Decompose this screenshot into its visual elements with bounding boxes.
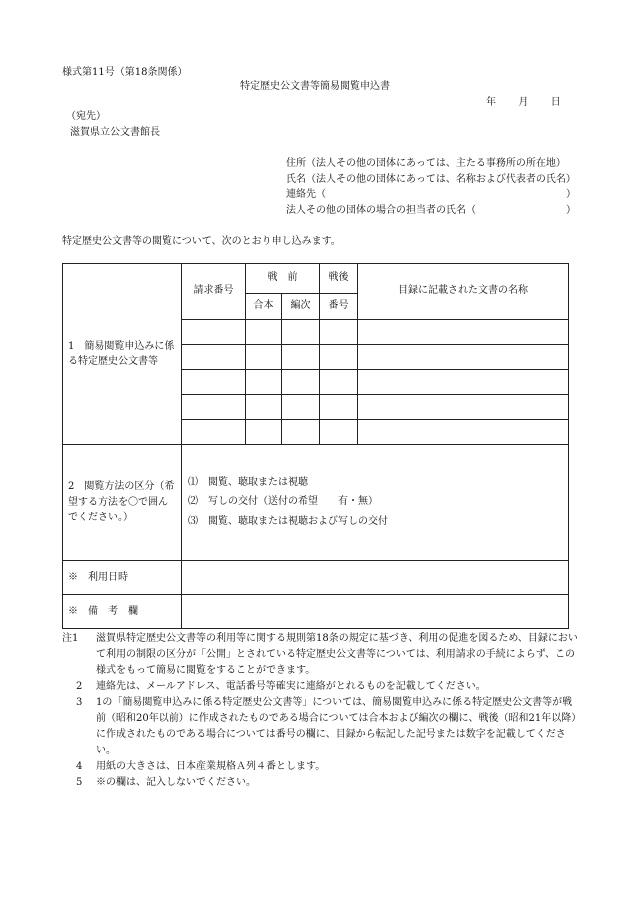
note-text: ※の欄は、記入しないでください。 <box>96 777 256 788</box>
document-title-cell[interactable] <box>358 345 569 370</box>
note-item <box>62 759 582 775</box>
note-number: 注1 <box>62 633 79 644</box>
document-title-cell[interactable] <box>358 370 569 395</box>
edition-cell[interactable] <box>282 370 320 395</box>
edition-cell[interactable] <box>282 395 320 420</box>
method-option-3[interactable]: ⑶ 閲覧、聴取または視聴および写しの交付 <box>188 515 388 527</box>
section2-label: 2 閲覧方法の区分（希望する方法を〇で囲んでください。） <box>63 445 182 561</box>
applicant-contact[interactable]: 連絡先（ <box>286 189 326 200</box>
edition-cell[interactable] <box>282 420 320 445</box>
notes <box>62 631 582 791</box>
method-option-1[interactable]: ⑴ 閲覧、聴取または視聴 <box>188 476 308 488</box>
number-cell[interactable] <box>320 420 358 445</box>
volume-cell[interactable] <box>246 420 282 445</box>
volume-cell[interactable] <box>246 320 282 345</box>
request-number-cell[interactable] <box>182 370 246 395</box>
applicant-address[interactable]: 住所（法人その他の団体にあっては、主たる事務所の所在地） <box>286 158 566 169</box>
method-option-2[interactable]: ⑵ 写しの交付（送付の希望 有・無） <box>188 496 378 508</box>
number-cell[interactable] <box>320 345 358 370</box>
number-cell[interactable] <box>320 395 358 420</box>
application-table <box>62 263 569 629</box>
volume-cell[interactable] <box>246 370 282 395</box>
note-item <box>62 679 582 695</box>
remarks-label: ※ 備 考 欄 <box>63 595 182 629</box>
note-text: 1の「簡易閲覧申込みに係る特定歴史公文書等」については、簡易閲覧申込みに係る特定歴史公文書等が戦前（昭和20年以前）に作成されたものである場合については合本および編次の欄に、戦後（昭和21年以降）に作成されたものである場合については番号の欄に、目録から転記した記号または数字を記載してください。 <box>96 697 582 756</box>
addressee-label: （宛先） <box>66 111 106 122</box>
header-prewar: 戦 前 <box>246 264 320 294</box>
note-item <box>62 695 582 759</box>
note-text: 連絡先は、メールアドレス、電話番号等確実に連絡がとれるものを記載してください。 <box>96 681 486 692</box>
request-number-cell[interactable] <box>182 395 246 420</box>
request-number-cell[interactable] <box>182 420 246 445</box>
lead-text: 特定歴史公文書等の閲覧について、次のとおり申し込みます。 <box>62 236 341 247</box>
document-title-cell[interactable] <box>358 320 569 345</box>
request-number-cell[interactable] <box>182 345 246 370</box>
note-number: 5 <box>76 777 83 788</box>
number-cell[interactable] <box>320 320 358 345</box>
note-text: 滋賀県特定歴史公文書等の利用等に関する規則第18条の規定に基づき、利用の促進を図るため、目録において利用の制限の区分が「公開」とされている特定歴史公文書等については、利用請求の手続によらず、この様式をもって簡易に閲覧をすることができます。 <box>96 633 578 676</box>
document-title-cell[interactable] <box>358 420 569 445</box>
viewing-method-options <box>182 445 569 561</box>
date-line <box>486 97 561 110</box>
date-day: 日 <box>550 97 561 108</box>
header-edition: 編次 <box>282 294 320 320</box>
date-month: 月 <box>518 97 529 108</box>
note-item <box>62 775 582 791</box>
document-title: 特定歴史公文書等簡易閲覧申込書 <box>240 81 390 92</box>
applicant-contact-close: ） <box>566 189 576 200</box>
addressee-name: 滋賀県立公文書館長 <box>70 127 160 138</box>
form-number: 様式第11号（第18条関係） <box>62 67 188 78</box>
applicant-person-close: ） <box>566 205 576 216</box>
applicant-person-in-charge[interactable]: 法人その他の団体の場合の担当者の氏名（ <box>286 205 476 216</box>
volume-cell[interactable] <box>246 395 282 420</box>
note-number: 2 <box>76 681 83 692</box>
edition-cell[interactable] <box>282 345 320 370</box>
note-number: 4 <box>76 761 83 772</box>
date-year: 年 <box>486 97 496 108</box>
remarks-field[interactable] <box>182 595 569 629</box>
document-title-cell[interactable] <box>358 395 569 420</box>
request-number-cell[interactable] <box>182 320 246 345</box>
note-item <box>62 631 582 679</box>
header-volume: 合本 <box>246 294 282 320</box>
section1-label: 1 簡易閲覧申込みに係る特定歴史公文書等 <box>63 264 182 445</box>
number-cell[interactable] <box>320 370 358 395</box>
edition-cell[interactable] <box>282 320 320 345</box>
note-number: 3 <box>76 697 83 708</box>
usage-date-label: ※ 利用日時 <box>63 561 182 595</box>
header-number: 番号 <box>320 294 358 320</box>
usage-date-field[interactable] <box>182 561 569 595</box>
header-request-number: 請求番号 <box>182 264 246 320</box>
volume-cell[interactable] <box>246 345 282 370</box>
applicant-name[interactable]: 氏名（法人その他の団体にあっては、名称および代表者の氏名） <box>286 174 576 185</box>
header-document-title: 目録に記載された文書の名称 <box>358 264 569 320</box>
note-text: 用紙の大きさは、日本産業規格Ａ列４番とします。 <box>96 761 326 772</box>
header-postwar: 戦後 <box>320 264 358 294</box>
